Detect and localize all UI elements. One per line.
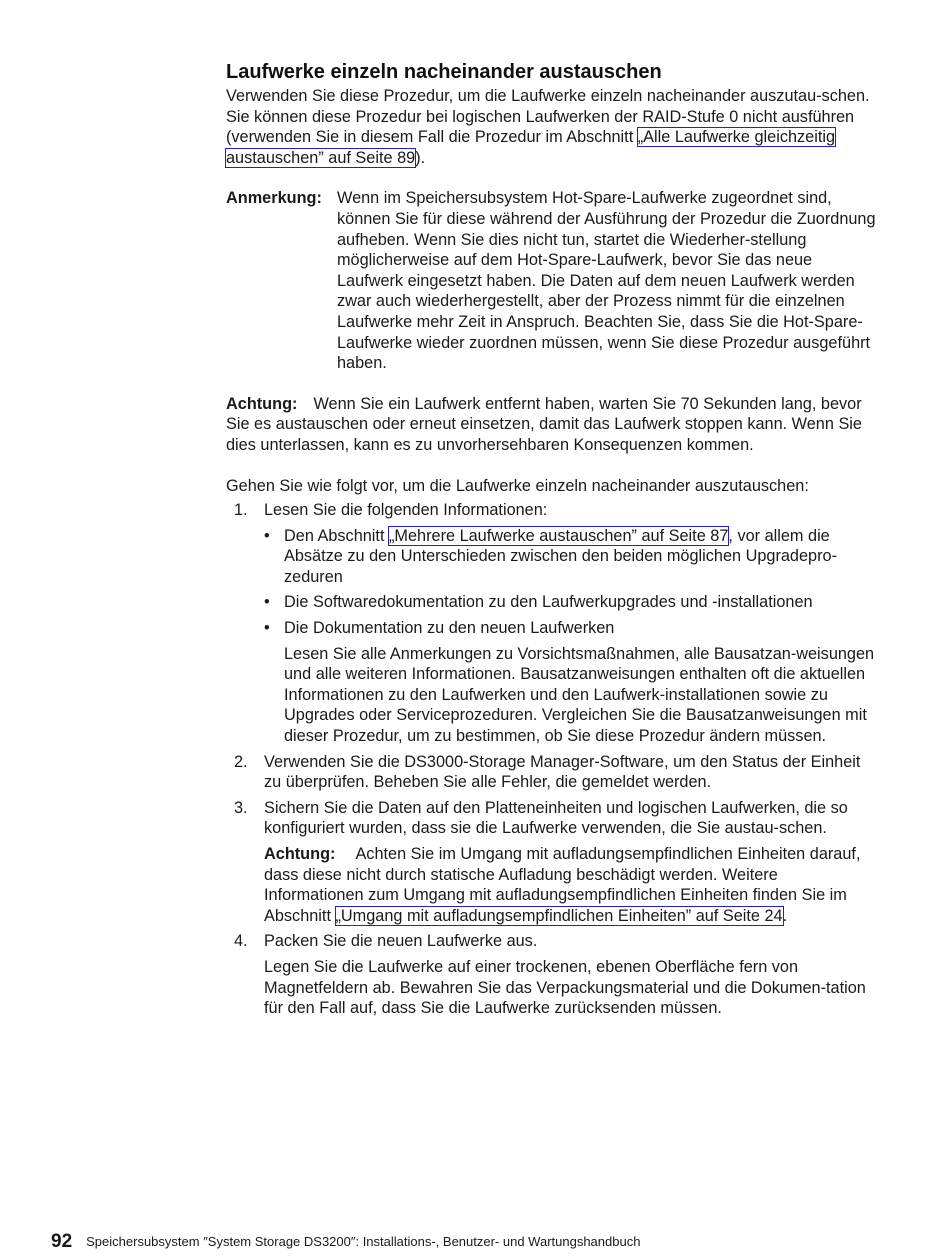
intro-text: Verwenden Sie diese Prozedur, um die Laufwerke einzeln nacheinander auszutau-schen. Sie können diese Prozedur bei logischen Laufwerken der RAID-Stufe 0 nicht ausführen (verwenden Sie in diesem Fall die Prozedur im Abschnitt (226, 87, 870, 147)
step-attention (264, 844, 876, 926)
link-esd-handling[interactable]: „Umgang mit aufladungsempfindlichen Einheiten” auf Seite 24 (335, 906, 783, 925)
bullet-icon: • (264, 526, 270, 545)
page-footer (51, 1232, 911, 1252)
bullet-text: Die Dokumentation zu den neuen Laufwerken (284, 619, 615, 638)
step-detail: Legen Sie die Laufwerke auf einer trockenen, ebenen Oberfläche fern von Magnetfeldern ab. Bewahren Sie das Verpackungsmaterial und die Dokumen-tation für den Fall auf, dass Sie die Laufwerke zurücksenden müssen. (264, 957, 866, 1018)
step-text: Verwenden Sie die DS3000-Storage Manager-Software, um den Status der Einheit zu überprüfen. Beheben Sie alle Fehler, die gemeldet werden. (264, 752, 861, 792)
step-text: Lesen Sie die folgenden Informationen: (264, 501, 548, 520)
link-replace-multiple-drives[interactable]: „Mehrere Laufwerke austauschen” auf Seite 87 (389, 526, 729, 545)
bullet-detail: Lesen Sie alle Anmerkungen zu Vorsichtsmaßnahmen, alle Bausatzan-weisungen und alle weiteren Informationen. Bausatzanweisungen enthalten oft die aktuellen Informationen zu den Laufwerken und den Laufwerk-installationen sowie zu Upgrades oder Serviceprozeduren. Vergleichen Sie die Bausatzanweisungen mit dieser Prozedur, um zu bestimmen, ob Sie diese Prozedur ändern müssen. (284, 644, 875, 746)
intro-text-end: ). (415, 148, 426, 167)
step-number: 3. (234, 798, 248, 817)
attention-label: Achtung: (226, 394, 298, 413)
procedure-intro: Gehen Sie wie folgt vor, um die Laufwerke einzeln nacheinander auszutauschen: (226, 476, 809, 495)
bullet-item (264, 592, 876, 613)
page-number: 92 (51, 1231, 73, 1252)
attention-block (226, 394, 876, 456)
procedure-steps (226, 500, 876, 1019)
step-number: 2. (234, 752, 248, 771)
bullet-text-end: , vor allem die Absätze zu den Unterschieden zwischen den beiden möglichen Upgradepro-zeduren (284, 526, 837, 586)
link-replace-all-drives[interactable]: „Alle Laufwerke gleichzeitig austauschen” auf Seite 89 (226, 128, 836, 167)
section-heading: Laufwerke einzeln nacheinander austauschen (226, 61, 662, 83)
step-item (226, 752, 876, 793)
step-number: 1. (234, 501, 248, 520)
note-label: Anmerkung: (226, 189, 322, 208)
step-attention-label: Achtung: (264, 845, 336, 863)
bullet-icon: • (264, 619, 270, 638)
step-item (226, 500, 876, 747)
attention-text: Wenn Sie ein Laufwerk entfernt haben, warten Sie 70 Sekunden lang, bevor Sie es austauschen oder erneut einsetzen, damit das Laufwerk stoppen kann. Wenn Sie dies unterlassen, kann es zu unvorhersehbaren Konsequenzen kommen. (226, 394, 862, 454)
bullet-icon: • (264, 593, 270, 612)
step-number: 4. (234, 932, 248, 951)
bullet-item (264, 526, 876, 588)
intro-paragraph (226, 86, 876, 168)
page-content (226, 58, 876, 1024)
step-text: Sichern Sie die Daten auf den Platteneinheiten und logischen Laufwerken, die so konfiguriert wurden, dass sie die Laufwerke verwenden, die Sie austau-schen. (264, 798, 848, 838)
bullet-item (264, 618, 876, 747)
bullet-text: Den Abschnitt (284, 526, 389, 545)
step-bullets (264, 526, 876, 747)
note-text: Wenn im Speichersubsystem Hot-Spare-Laufwerke zugeordnet sind, können Sie für diese während der Ausführung der Prozedur die Zuordnung aufheben. Wenn Sie dies nicht tun, startet die Wiederher-stellung möglicherweise auf dem Hot-Spare-Laufwerk, bevor Sie das neue Laufwerk eingesetzt haben. Die Daten auf dem neuen Laufwerk werden zwar auch wiederhergestellt, aber der Prozess nimmt für die einzelnen Laufwerke mehr Zeit in Anspruch. Beachten Sie, dass Sie die Hot-Spare-Laufwerke wieder zuordnen müssen, wenn Sie diese Prozedur ausgeführt haben. (337, 189, 876, 373)
step-item (226, 931, 876, 1018)
step-text: Packen Sie die neuen Laufwerke aus. (264, 932, 538, 951)
step-item (226, 798, 876, 927)
note-block (226, 188, 876, 373)
step-attention-text: Achten Sie im Umgang mit aufladungsempfindlichen Einheiten darauf, dass diese nicht durch statische Aufladung beschädigt werden. Weitere Informationen zum Umgang mit aufladungsempfindlichen Einheiten finden Sie im Abschnitt (264, 845, 861, 925)
footer-title: Speichersubsystem ″System Storage DS3200″: Installations-, Benutzer- und Wartungshandbuch (86, 1234, 641, 1249)
step-attention-end: . (782, 906, 788, 925)
bullet-text: Die Softwaredokumentation zu den Laufwerkupgrades und -installationen (284, 593, 813, 612)
